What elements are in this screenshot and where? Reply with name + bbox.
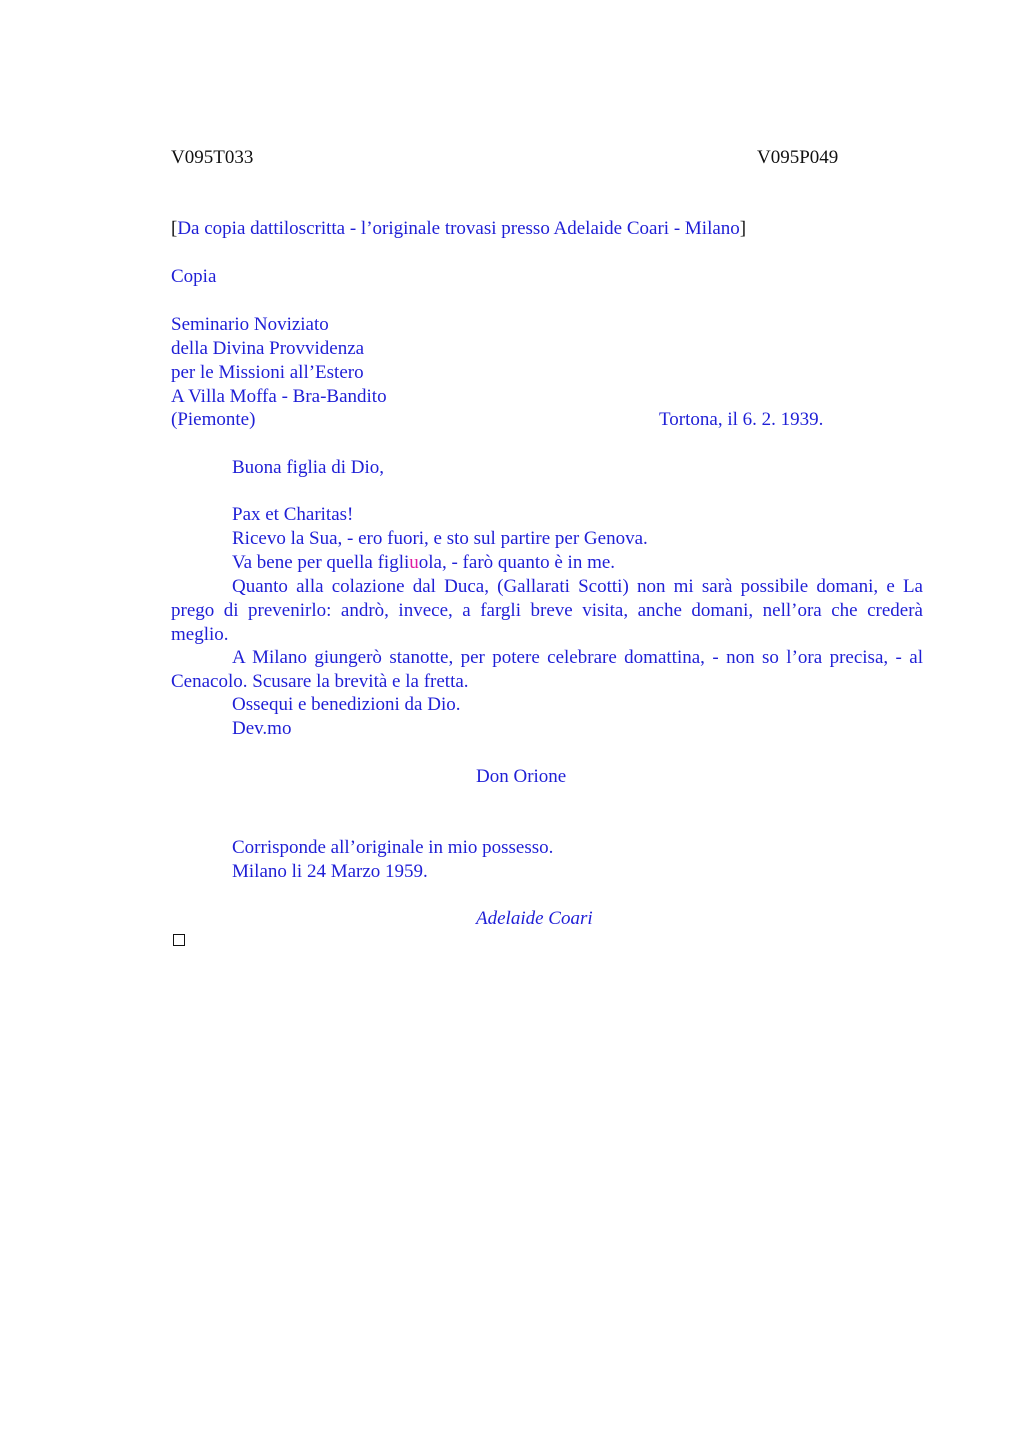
document-code-left: V095T033 [171,147,254,168]
document-code-right: V095P049 [757,147,839,168]
body-line-2-pre: Va bene per quella figli [232,552,410,573]
source-note-close-bracket: ] [739,218,747,239]
end-marker-box-icon [173,934,185,946]
body-line-2-post: ola, - farò quanto è in me. [418,552,616,573]
source-note [171,217,746,241]
body-line-2 [232,551,615,575]
certification-line-1: Corrisponde all’originale in mio possesso. [232,837,554,858]
closing-line-2: Dev.mo [232,718,292,739]
certification-line-2: Milano li 24 Marzo 1959. [232,861,428,882]
address-line-5: (Piemonte) [171,409,256,430]
address-line-2: della Divina Provvidenza [171,338,365,359]
body-line-1: Ricevo la Sua, - ero fuori, e sto sul partire per Genova. [232,528,648,549]
address-line-4: A Villa Moffa - Bra-Bandito [171,386,387,407]
body-line-2-highlight: u [409,552,419,573]
address-line-1: Seminario Noviziato [171,314,329,335]
source-note-open-bracket: [ [171,218,178,239]
greeting: Pax et Charitas! [232,504,354,525]
address-line-3: per le Missioni all’Estero [171,362,364,383]
body-paragraph-2: A Milano giungerò stanotte, per potere celebrare domattina, - non so l’ora precisa, - al Cenacolo. Scusare la brevità e la fretta. [171,647,923,692]
source-note-text: Da copia dattiloscritta - l’originale trovasi presso Adelaide Coari - Milano [177,218,740,239]
salutation: Buona figlia di Dio, [232,457,384,478]
copy-label: Copia [171,266,217,287]
closing-line-1: Ossequi e benedizioni da Dio. [232,694,461,715]
certification-signer: Adelaide Coari [476,908,593,929]
body-paragraph-1: Quanto alla colazione dal Duca, (Gallarati Scotti) non mi sarà possibile domani, e La prego di prevenirlo: andrò, invece, a fargli breve visita, anche domani, nell’ora che crederà meglio. [171,576,923,645]
signature: Don Orione [476,766,567,787]
date-line: Tortona, il 6. 2. 1939. [659,409,824,430]
